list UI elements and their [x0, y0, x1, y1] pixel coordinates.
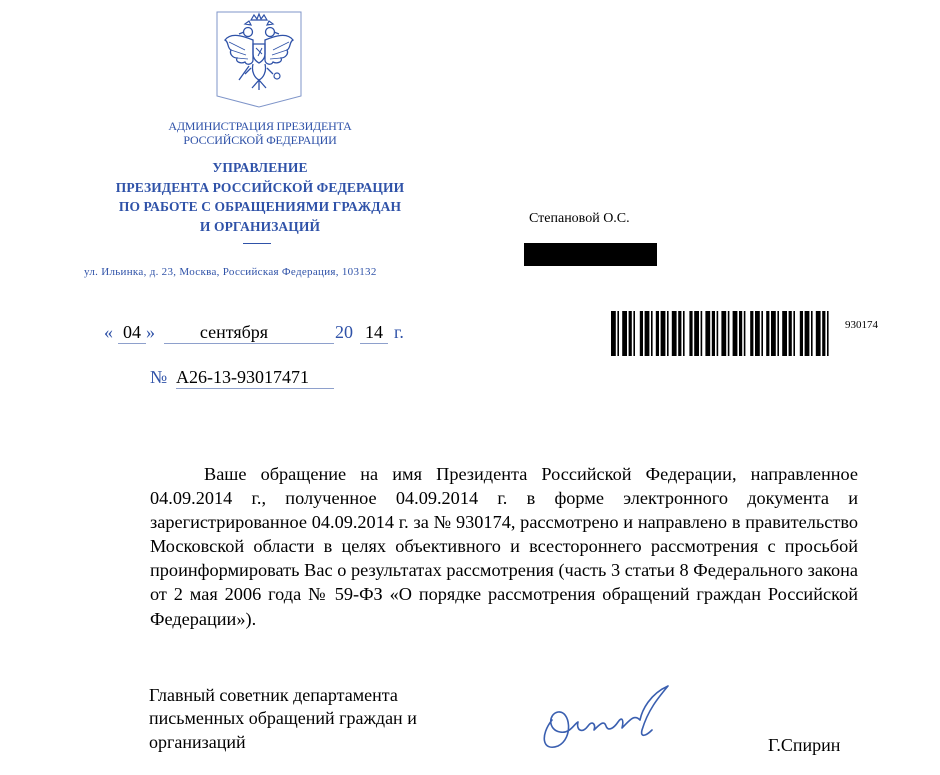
barcode-bar — [805, 311, 810, 356]
barcode-bar — [672, 311, 677, 356]
barcode-bar — [766, 311, 769, 356]
barcode-number: 930174 — [845, 319, 878, 331]
barcode-bar — [744, 311, 746, 356]
barcode-bar — [800, 311, 803, 356]
barcode-bar — [629, 311, 632, 356]
signer-position-line2: письменных обращений граждан и — [149, 708, 417, 728]
letterhead-divider — [243, 243, 271, 244]
signer-name: Г.Спирин — [768, 735, 841, 755]
barcode-bar — [793, 311, 795, 356]
department-name-line2: ПРЕЗИДЕНТА РОССИЙСКОЙ ФЕДЕРАЦИИ — [115, 180, 405, 195]
barcode-bar — [701, 311, 703, 356]
date-close-quote: » — [146, 322, 155, 342]
barcode-bar — [678, 311, 681, 356]
barcode-bar — [705, 311, 710, 356]
barcode-bar — [728, 311, 730, 356]
barcode-bar — [771, 311, 776, 356]
date-open-quote: « — [104, 322, 113, 342]
emblem-icon — [215, 10, 303, 108]
department-name-line4: И ОРГАНИЗАЦИЙ — [199, 219, 321, 234]
barcode — [611, 311, 830, 356]
barcode-bar — [750, 311, 753, 356]
date-century: 20 — [335, 322, 353, 342]
barcode-bar — [822, 311, 825, 356]
barcode-bar — [811, 311, 813, 356]
barcode-bar — [622, 311, 627, 356]
barcode-bar — [617, 311, 619, 356]
date-month: сентября — [164, 322, 334, 344]
barcode-bar — [712, 311, 715, 356]
barcode-bar — [683, 311, 685, 356]
letterhead-address: ул. Ильинка, д. 23, Москва, Российская Федерация, 103132 — [84, 266, 377, 278]
barcode-bar — [651, 311, 653, 356]
letter-body: Ваше обращение на имя Президента Российской Федерации, направленное 04.09.2014 г., полученное 04.09.2014 г. в форме электронного документа и зарегистрированное 04.09.2014 г. за № 930174, рассмотрено и направлено в правительство Московской области в целях объективного и всестороннего рассмотрения с просьбой проинформировать Вас о результатах рассмотрения (часть 3 статьи 8 Федерального закона от 2 мая 2006 года № 59-ФЗ «О порядке рассмотрения обращений граждан Российской Федерации»). — [150, 464, 858, 629]
administration-name-line1: АДМИНИСТРАЦИЯ ПРЕЗИДЕНТА — [168, 119, 352, 133]
barcode-bar — [761, 311, 763, 356]
barcode-bar — [739, 311, 742, 356]
barcode-bar — [717, 311, 719, 356]
barcode-bar — [782, 311, 787, 356]
redacted-address-block — [524, 243, 657, 266]
barcode-bar — [611, 311, 616, 356]
barcode-bar — [661, 311, 666, 356]
date-day: 04 — [118, 322, 146, 344]
barcode-bar — [656, 311, 659, 356]
barcode-bar — [755, 311, 760, 356]
department-name-line3: ПО РАБОТЕ С ОБРАЩЕНИЯМИ ГРАЖДАН — [118, 199, 402, 214]
barcode-bar — [667, 311, 669, 356]
department-name-line1: УПРАВЛЕНИЕ — [212, 160, 308, 175]
date-year-suffix: г. — [394, 322, 404, 342]
signer-position-line3: организаций — [149, 732, 246, 752]
registration-number: А26-13-93017471 — [176, 367, 334, 389]
recipient-name: Степановой О.С. — [529, 211, 630, 226]
barcode-bar — [640, 311, 643, 356]
barcode-bar — [827, 311, 829, 356]
administration-name-line2: РОССИЙСКОЙ ФЕДЕРАЦИИ — [183, 133, 337, 147]
barcode-bar — [816, 311, 821, 356]
barcode-bar — [645, 311, 650, 356]
barcode-bar — [721, 311, 726, 356]
barcode-bar — [789, 311, 792, 356]
barcode-bar — [689, 311, 692, 356]
barcode-bar — [777, 311, 779, 356]
date-year: 14 — [360, 322, 388, 344]
registration-number-sign: № — [150, 367, 168, 387]
handwritten-signature — [530, 680, 680, 755]
barcode-bar — [633, 311, 635, 356]
barcode-bar — [694, 311, 699, 356]
barcode-bar — [733, 311, 738, 356]
signer-position-line1: Главный советник департамента — [149, 685, 398, 705]
